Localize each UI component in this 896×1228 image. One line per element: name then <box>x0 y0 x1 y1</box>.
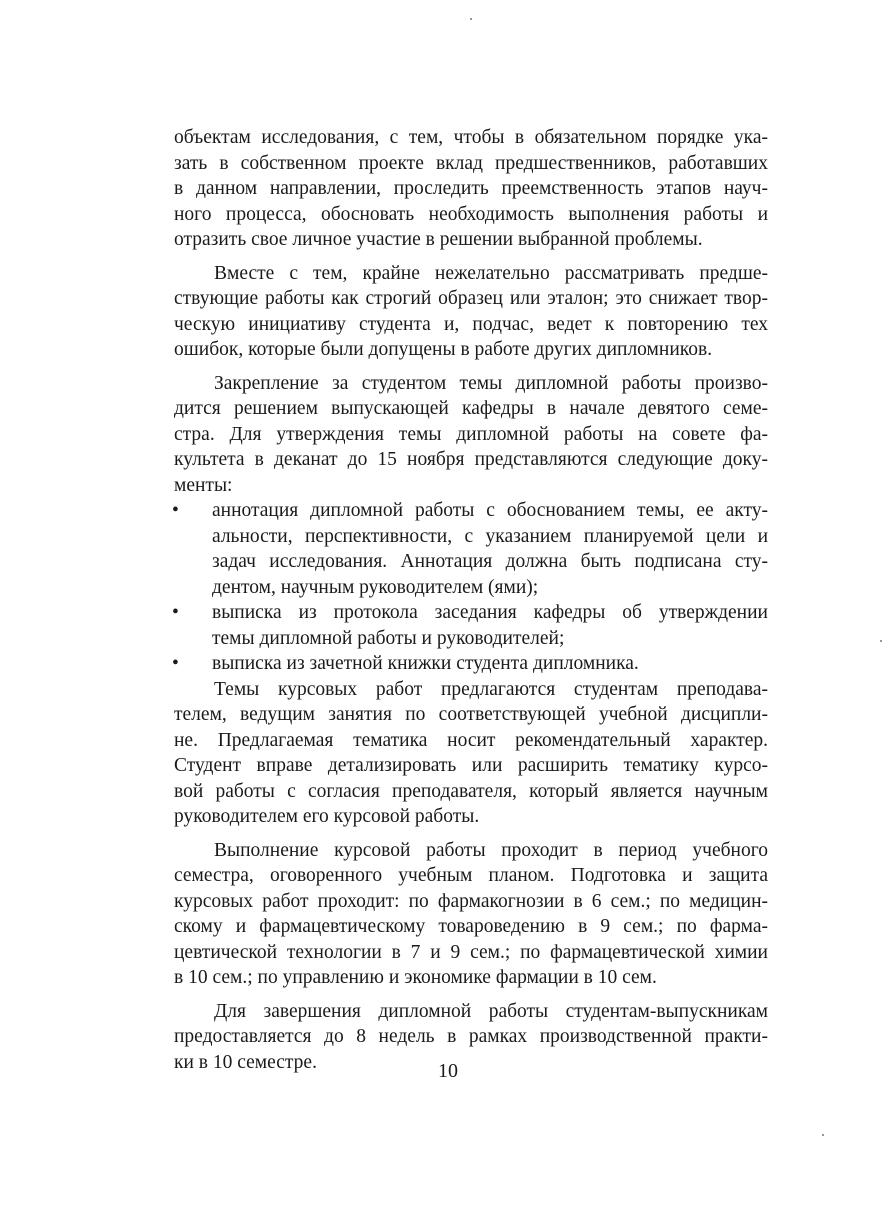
text-line: отразить свое личное участие в решении выбранной проблемы. <box>174 229 703 250</box>
text-line: руководителем его курсовой работы. <box>174 806 480 827</box>
text-line: объектам исследования, с тем, чтобы в обязательном порядке ука- <box>174 127 768 148</box>
text-line: Закрепление за студентом темы дипломной работы произво- <box>214 372 768 394</box>
text-line: телем, ведущим занятия по соответствующей учебной дисципли- <box>174 704 768 725</box>
text-line: дентом, научным руководителем (ями); <box>212 576 539 598</box>
text-line: дится решением выпускающей кафедры в начале девятого семе- <box>174 398 768 419</box>
list-item <box>174 498 768 600</box>
text-line: курсовых работ проходит: по фармакогнозии в 6 сем.; по медицин- <box>174 890 768 912</box>
paragraph <box>174 999 768 1076</box>
list-item <box>174 600 768 651</box>
scan-speck <box>822 1134 824 1136</box>
text-line: стра. Для утверждения темы дипломной работы на совете фа- <box>174 423 768 445</box>
paragraph-gap <box>174 991 768 999</box>
page-body-text <box>174 125 768 1075</box>
text-line: предоставляется до 8 недель в рамках производственной практи- <box>174 1026 768 1047</box>
paragraph <box>174 677 768 830</box>
text-line: ческую инициативу студента и, подчас, ведет к повторению тех <box>174 313 768 335</box>
text-line: ного процесса, обосновать необходимость выполнения работы и <box>174 203 768 225</box>
text-line: в 10 сем.; по управлению и экономике фармации в 10 сем. <box>174 967 657 988</box>
bullet-icon: • <box>172 653 179 674</box>
text-line: в данном направлении, проследить преемственность этапов науч- <box>174 178 768 199</box>
text-line: альности, перспективности, с указанием планируемой цели и <box>212 525 768 547</box>
paragraph <box>174 125 768 253</box>
text-line: Студент вправе детализировать или расширить тематику курсо- <box>174 755 768 776</box>
text-line: ки в 10 семестре. <box>174 1051 317 1073</box>
text-line: ствующие работы как строгий образец или эталон; это снижает твор- <box>174 288 768 309</box>
text-line: задач исследования. Аннотация должна быть подписана сту- <box>212 551 768 572</box>
bullet-icon: • <box>172 500 179 521</box>
paragraph <box>174 838 768 991</box>
text-line: Вместе с тем, крайне нежелательно рассматривать предше- <box>214 262 768 284</box>
paragraph <box>174 261 768 363</box>
text-line: менты: <box>174 474 233 496</box>
text-line: зать в собственном проекте вклад предшественников, работавших <box>174 152 768 174</box>
text-line: Для завершения дипломной работы студентам-выпускникам <box>214 1000 768 1022</box>
text-line: Темы курсовых работ предлагаются студентам преподава- <box>214 678 768 700</box>
text-line: семестра, оговоренного учебным планом. Подготовка и защита <box>174 865 768 886</box>
text-line: вой работы с согласия преподавателя, который является научным <box>174 780 768 802</box>
text-line: не. Предлагаемая тематика носит рекомендательный характер. <box>174 729 768 751</box>
paragraph-gap <box>174 363 768 371</box>
text-line: аннотация дипломной работы с обоснованием темы, ее акту- <box>212 500 768 521</box>
page-number: 10 <box>438 1060 458 1082</box>
text-line: скому и фармацевтическому товароведению в 9 сем.; по фарма- <box>174 916 768 937</box>
bullet-icon: • <box>172 602 179 623</box>
text-line: цевтической технологии в 7 и 9 сем.; по фармацевтической химии <box>174 941 768 963</box>
text-line: темы дипломной работы и руководителей; <box>212 627 565 649</box>
scan-speck <box>470 18 472 20</box>
text-line: выписка из зачетной книжки студента дипломника. <box>212 653 639 674</box>
text-line: культета в деканат до 15 ноября представляются следующие доку- <box>174 449 768 470</box>
list-item <box>174 651 768 677</box>
bullet-list <box>174 498 768 677</box>
paragraph-gap <box>174 830 768 838</box>
paragraph <box>174 371 768 499</box>
text-line: ошибок, которые были допущены в работе других дипломников. <box>174 339 713 360</box>
scan-speck <box>880 640 882 642</box>
text-line: выписка из протокола заседания кафедры об утверждении <box>212 602 768 623</box>
paragraph-gap <box>174 253 768 261</box>
text-line: Выполнение курсовой работы проходит в период учебного <box>214 839 768 861</box>
